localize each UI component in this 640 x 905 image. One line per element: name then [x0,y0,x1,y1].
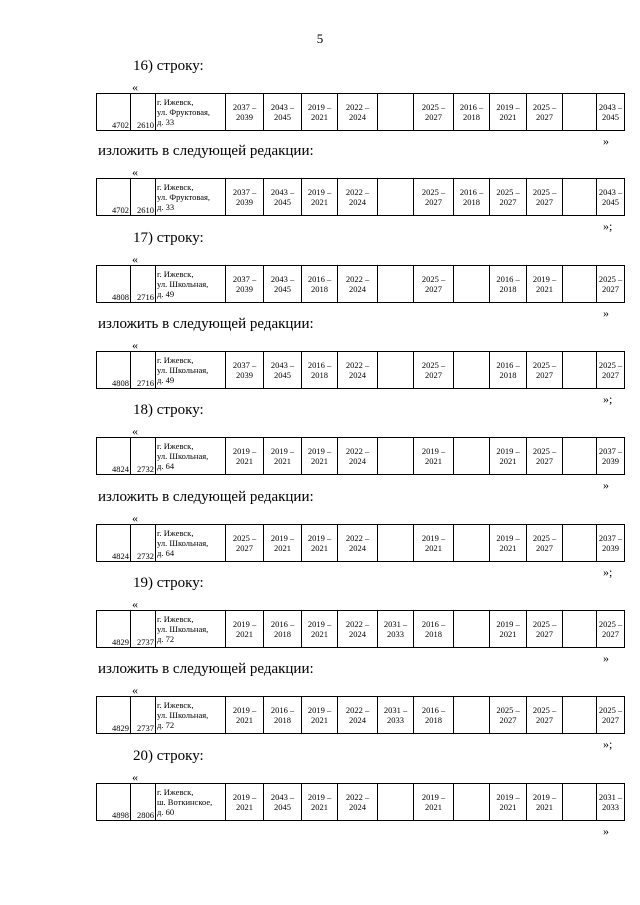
year-range-cell: 2037 – 2039 [226,179,264,216]
year-range-cell: 2019 – 2021 [302,179,338,216]
address-house: д. 72 [157,720,175,730]
year-range-cell: 2019 – 2021 [302,438,338,475]
address-house: д. 60 [157,807,175,817]
open-quote: « [132,338,138,352]
year-range-cell: 2019 – 2021 [490,525,527,562]
address-house: д. 72 [157,634,175,644]
address-house: д. 64 [157,461,175,471]
row-number-cell: 4824 [97,525,131,562]
year-range-cell: 2022 – 2024 [338,266,378,303]
table-row [97,784,625,821]
year-range-cell: 2016 – 2018 [302,352,338,389]
year-range-cell [378,784,414,821]
block-heading: 17) строку: [133,230,204,246]
year-range-cell: 2025 – 2027 [527,352,563,389]
close-quote: » [603,651,609,665]
block-heading: 18) строку: [133,402,204,418]
address-cell [156,438,226,475]
year-range-cell [454,352,490,389]
data-row-table [96,696,625,734]
row-number-cell: 4702 [97,94,131,131]
year-range-cell: 2019 – 2021 [527,266,563,303]
block-heading: 20) строку: [133,748,204,764]
data-row-table [96,265,625,303]
year-range-cell [454,438,490,475]
close-quote: » [603,306,609,320]
year-range-cell: 2019 – 2021 [490,438,527,475]
row-number-cell: 4808 [97,352,131,389]
year-range-cell [563,697,597,734]
close-quote: » [603,824,609,838]
year-range-cell [563,438,597,475]
year-range-cell: 2037 – 2039 [226,266,264,303]
row-id-cell: 2806 [131,784,156,821]
close-quote: »; [603,392,613,406]
address-street: ул. Школьная, [157,365,209,375]
address-house: д. 49 [157,375,175,385]
year-range-cell: 2025 – 2027 [597,611,625,648]
year-range-cell: 2025 – 2027 [527,525,563,562]
row-number-cell: 4898 [97,784,131,821]
table-row [97,438,625,475]
year-range-cell: 2016 – 2018 [264,697,302,734]
open-quote: « [132,165,138,179]
year-range-cell [563,266,597,303]
year-range-cell: 2037 – 2039 [226,94,264,131]
address-street: ул. Школьная, [157,710,209,720]
open-quote: « [132,80,138,94]
year-range-cell: 2019 – 2021 [490,784,527,821]
year-range-cell: 2022 – 2024 [338,697,378,734]
year-range-cell [563,784,597,821]
year-range-cell: 2043 – 2045 [264,94,302,131]
address-cell [156,352,226,389]
year-range-cell: 2025 – 2027 [597,697,625,734]
year-range-cell [378,525,414,562]
address-street: ул. Школьная, [157,538,209,548]
row-id-cell: 2716 [131,352,156,389]
row-number-cell: 4829 [97,611,131,648]
close-quote: »; [603,737,613,751]
year-range-cell: 2019 – 2021 [226,611,264,648]
open-quote: « [132,770,138,784]
row-number-cell: 4829 [97,697,131,734]
address-street: ул. Школьная, [157,624,209,634]
data-row-table [96,93,625,131]
year-range-cell [378,266,414,303]
year-range-cell: 2037 – 2039 [226,352,264,389]
row-id-cell: 2610 [131,94,156,131]
year-range-cell [454,266,490,303]
year-range-cell: 2022 – 2024 [338,784,378,821]
year-range-cell [378,179,414,216]
year-range-cell: 2016 – 2018 [490,352,527,389]
year-range-cell: 2025 – 2027 [414,352,454,389]
year-range-cell [563,352,597,389]
year-range-cell: 2025 – 2027 [527,179,563,216]
year-range-cell: 2025 – 2027 [490,179,527,216]
data-row-table [96,610,625,648]
year-range-cell [563,179,597,216]
year-range-cell: 2022 – 2024 [338,179,378,216]
year-range-cell: 2019 – 2021 [302,784,338,821]
year-range-cell: 2019 – 2021 [490,611,527,648]
year-range-cell: 2016 – 2018 [454,179,490,216]
close-quote: »; [603,219,613,233]
year-range-cell: 2019 – 2021 [302,94,338,131]
address-cell [156,525,226,562]
data-row-table [96,437,625,475]
address-city: г. Ижевск, [157,182,194,192]
block-heading: изложить в следующей редакции: [98,661,314,677]
year-range-cell [563,611,597,648]
open-quote: « [132,252,138,266]
address-city: г. Ижевск, [157,355,194,365]
year-range-cell: 2016 – 2018 [302,266,338,303]
address-cell [156,611,226,648]
year-range-cell: 2031 – 2033 [597,784,625,821]
year-range-cell: 2025 – 2027 [527,438,563,475]
year-range-cell [378,352,414,389]
address-cell [156,179,226,216]
address-house: д. 64 [157,548,175,558]
year-range-cell: 2019 – 2021 [226,697,264,734]
address-cell [156,784,226,821]
table-row [97,697,625,734]
year-range-cell [563,94,597,131]
year-range-cell: 2019 – 2021 [414,438,454,475]
year-range-cell: 2025 – 2027 [414,179,454,216]
address-street: ул. Школьная, [157,451,209,461]
address-cell [156,94,226,131]
data-row-table [96,783,625,821]
address-house: д. 33 [157,202,175,212]
address-city: г. Ижевск, [157,614,194,624]
year-range-cell: 2043 – 2045 [264,352,302,389]
year-range-cell: 2016 – 2018 [454,94,490,131]
year-range-cell: 2025 – 2027 [527,697,563,734]
row-id-cell: 2737 [131,697,156,734]
close-quote: »; [603,565,613,579]
address-city: г. Ижевск, [157,97,194,107]
year-range-cell: 2043 – 2045 [597,179,625,216]
year-range-cell: 2031 – 2033 [378,697,414,734]
year-range-cell: 2025 – 2027 [597,266,625,303]
table-row [97,352,625,389]
year-range-cell: 2019 – 2021 [226,784,264,821]
row-number-cell: 4808 [97,266,131,303]
close-quote: » [603,134,609,148]
year-range-cell [378,438,414,475]
open-quote: « [132,683,138,697]
year-range-cell: 2025 – 2027 [414,266,454,303]
address-city: г. Ижевск, [157,269,194,279]
year-range-cell: 2019 – 2021 [302,611,338,648]
address-city: г. Ижевск, [157,528,194,538]
year-range-cell: 2025 – 2027 [226,525,264,562]
block-heading: изложить в следующей редакции: [98,143,314,159]
year-range-cell: 2016 – 2018 [264,611,302,648]
year-range-cell [563,525,597,562]
table-row [97,94,625,131]
data-row-table [96,178,625,216]
year-range-cell: 2019 – 2021 [264,438,302,475]
row-number-cell: 4702 [97,179,131,216]
year-range-cell: 2019 – 2021 [226,438,264,475]
address-cell [156,697,226,734]
year-range-cell: 2019 – 2021 [302,697,338,734]
year-range-cell: 2037 – 2039 [597,525,625,562]
year-range-cell [454,611,490,648]
year-range-cell: 2043 – 2045 [264,179,302,216]
year-range-cell: 2031 – 2033 [378,611,414,648]
year-range-cell: 2022 – 2024 [338,611,378,648]
row-number-cell: 4824 [97,438,131,475]
address-city: г. Ижевск, [157,787,194,797]
year-range-cell: 2025 – 2027 [527,94,563,131]
year-range-cell: 2019 – 2021 [264,525,302,562]
year-range-cell: 2019 – 2021 [414,525,454,562]
year-range-cell: 2022 – 2024 [338,352,378,389]
year-range-cell: 2019 – 2021 [527,784,563,821]
table-row [97,179,625,216]
year-range-cell: 2025 – 2027 [414,94,454,131]
year-range-cell: 2025 – 2027 [490,697,527,734]
row-id-cell: 2732 [131,525,156,562]
year-range-cell: 2037 – 2039 [597,438,625,475]
year-range-cell: 2019 – 2021 [302,525,338,562]
year-range-cell: 2019 – 2021 [490,94,527,131]
data-row-table [96,524,625,562]
open-quote: « [132,511,138,525]
year-range-cell: 2043 – 2045 [597,94,625,131]
open-quote: « [132,597,138,611]
row-id-cell: 2716 [131,266,156,303]
year-range-cell [454,784,490,821]
address-house: д. 33 [157,117,175,127]
open-quote: « [132,424,138,438]
address-street: ул. Фруктовая, [157,192,211,202]
year-range-cell: 2043 – 2045 [264,266,302,303]
address-street: ул. Школьная, [157,279,209,289]
year-range-cell [454,697,490,734]
year-range-cell: 2022 – 2024 [338,525,378,562]
table-row [97,266,625,303]
address-cell [156,266,226,303]
year-range-cell: 2016 – 2018 [414,697,454,734]
close-quote: » [603,478,609,492]
address-house: д. 49 [157,289,175,299]
year-range-cell: 2022 – 2024 [338,94,378,131]
page-number: 5 [316,31,324,46]
year-range-cell: 2016 – 2018 [414,611,454,648]
table-row [97,611,625,648]
address-city: г. Ижевск, [157,700,194,710]
block-heading: изложить в следующей редакции: [98,316,314,332]
block-heading: 19) строку: [133,575,204,591]
row-id-cell: 2732 [131,438,156,475]
row-id-cell: 2737 [131,611,156,648]
year-range-cell: 2022 – 2024 [338,438,378,475]
year-range-cell: 2043 – 2045 [264,784,302,821]
year-range-cell: 2016 – 2018 [490,266,527,303]
year-range-cell: 2019 – 2021 [414,784,454,821]
year-range-cell: 2025 – 2027 [597,352,625,389]
year-range-cell: 2025 – 2027 [527,611,563,648]
address-street: ул. Фруктовая, [157,107,211,117]
row-id-cell: 2610 [131,179,156,216]
address-street: ш. Воткинское, [157,797,213,807]
table-row [97,525,625,562]
year-range-cell [378,94,414,131]
address-city: г. Ижевск, [157,441,194,451]
block-heading: 16) строку: [133,58,204,74]
data-row-table [96,351,625,389]
block-heading: изложить в следующей редакции: [98,489,314,505]
year-range-cell [454,525,490,562]
